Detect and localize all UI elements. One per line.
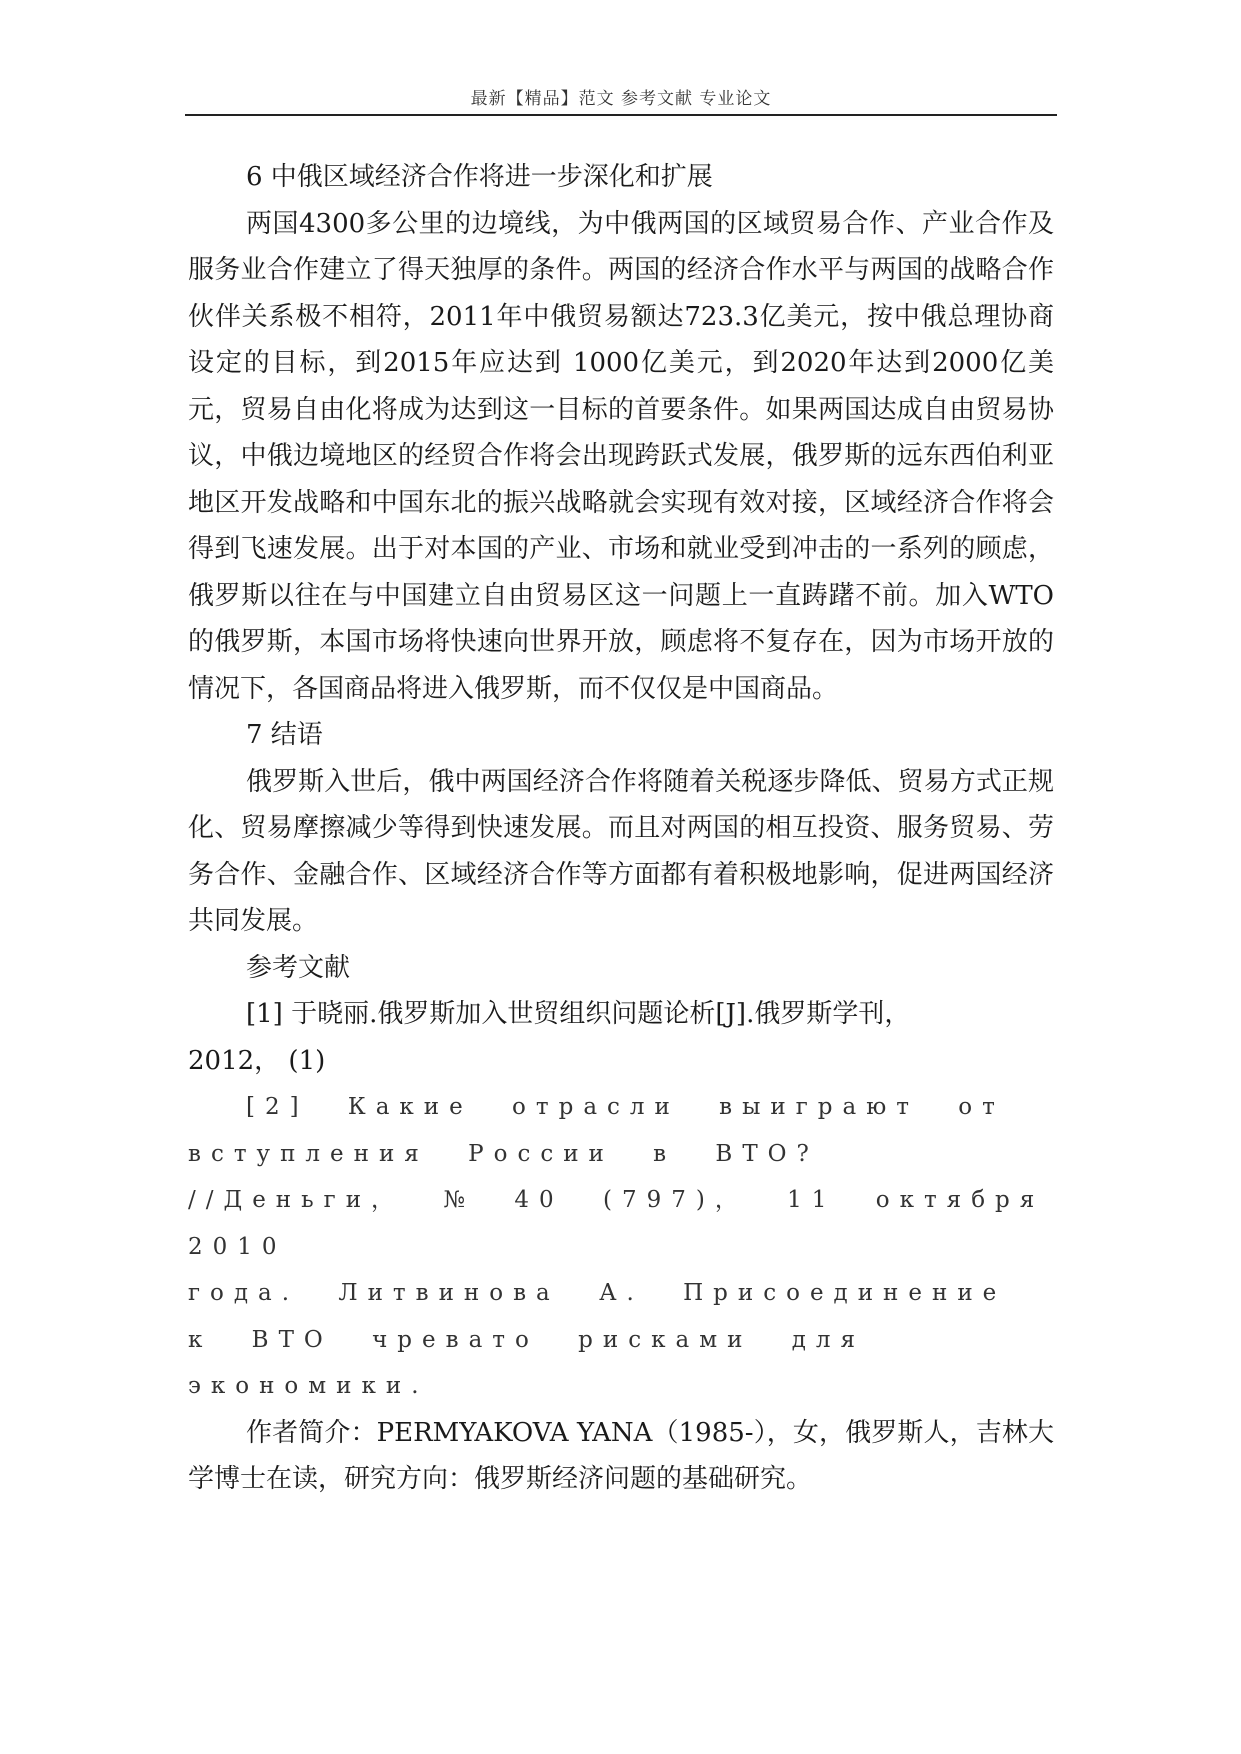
reference-2-line-3: //Деньги， № 40 (797)， 11 октября 2010: [188, 1187, 1045, 1260]
section-7-paragraph: 俄罗斯入世后，俄中两国经济合作将随着关税逐步降低、贸易方式正规化、贸易摩擦减少等得到快速发展。而且对两国的相互投资、服务贸易、劳务合作、金融合作、区域经济合作等方面都有着积极地影响，促进两国经济共同发展。: [188, 766, 1054, 936]
section-6-heading: 6 中俄区域经济合作将进一步深化和扩展: [246, 162, 713, 192]
author-bio: 作者简介：PERMYAKOVA YANA（1985-），女，俄罗斯人，吉林大学博士在读，研究方向：俄罗斯经济问题的基础研究。: [188, 1417, 1054, 1494]
reference-2-line-1: [2] Какие отрасли выиграют от: [246, 1094, 1005, 1120]
references-heading: 参考文献: [246, 952, 351, 983]
reference-1-line-1: [1] 于晓丽.俄罗斯加入世贸组织问题论析[J].俄罗斯学刊，: [246, 999, 911, 1029]
reference-2-line-6: экономики.: [188, 1373, 429, 1399]
reference-1-line-2: 2012， (1): [188, 1045, 326, 1076]
document-body: [188, 154, 1054, 1503]
reference-2-line-5: к ВТО чревато рисками для: [188, 1326, 866, 1353]
reference-2-line-4: года. Литвинова А. Присоединение: [188, 1280, 1007, 1306]
reference-2-line-2: вступления России в ВТО?: [188, 1140, 819, 1167]
page-header: 最新【精品】范文 参考文献 专业论文: [470, 89, 772, 109]
section-6-paragraph: 两国4300多公里的边境线，为中俄两国的区域贸易合作、产业合作及服务业合作建立了得天独厚的条件。两国的经济合作水平与两国的战略合作伙伴关系极不相符，2011年中俄贸易额达723.3亿美元，按中俄总理协商设定的目标，到2015年应达到 1000亿美元，到2020年达到2000亿美元，贸易自由化将成为达到这一目标的首要条件。如果两国达成自由贸易协议，中俄边境地区的经贸合作将会出现跨跃式发展，俄罗斯的远东西伯利亚地区开发战略和中国东北的振兴战略就会实现有效对接，区域经济合作将会得到飞速发展。出于对本国的产业、市场和就业受到冲击的一系列的顾虑，俄罗斯以往在与中国建立自由贸易区这一问题上一直踌躇不前。加入WTO的俄罗斯，本国市场将快速向世界开放，顾虑将不复存在，因为市场开放的情况下，各国商品将进入俄罗斯，而不仅仅是中国商品。: [188, 208, 1054, 704]
section-7-heading: 7 结语: [246, 720, 323, 750]
header-divider: [185, 114, 1057, 116]
